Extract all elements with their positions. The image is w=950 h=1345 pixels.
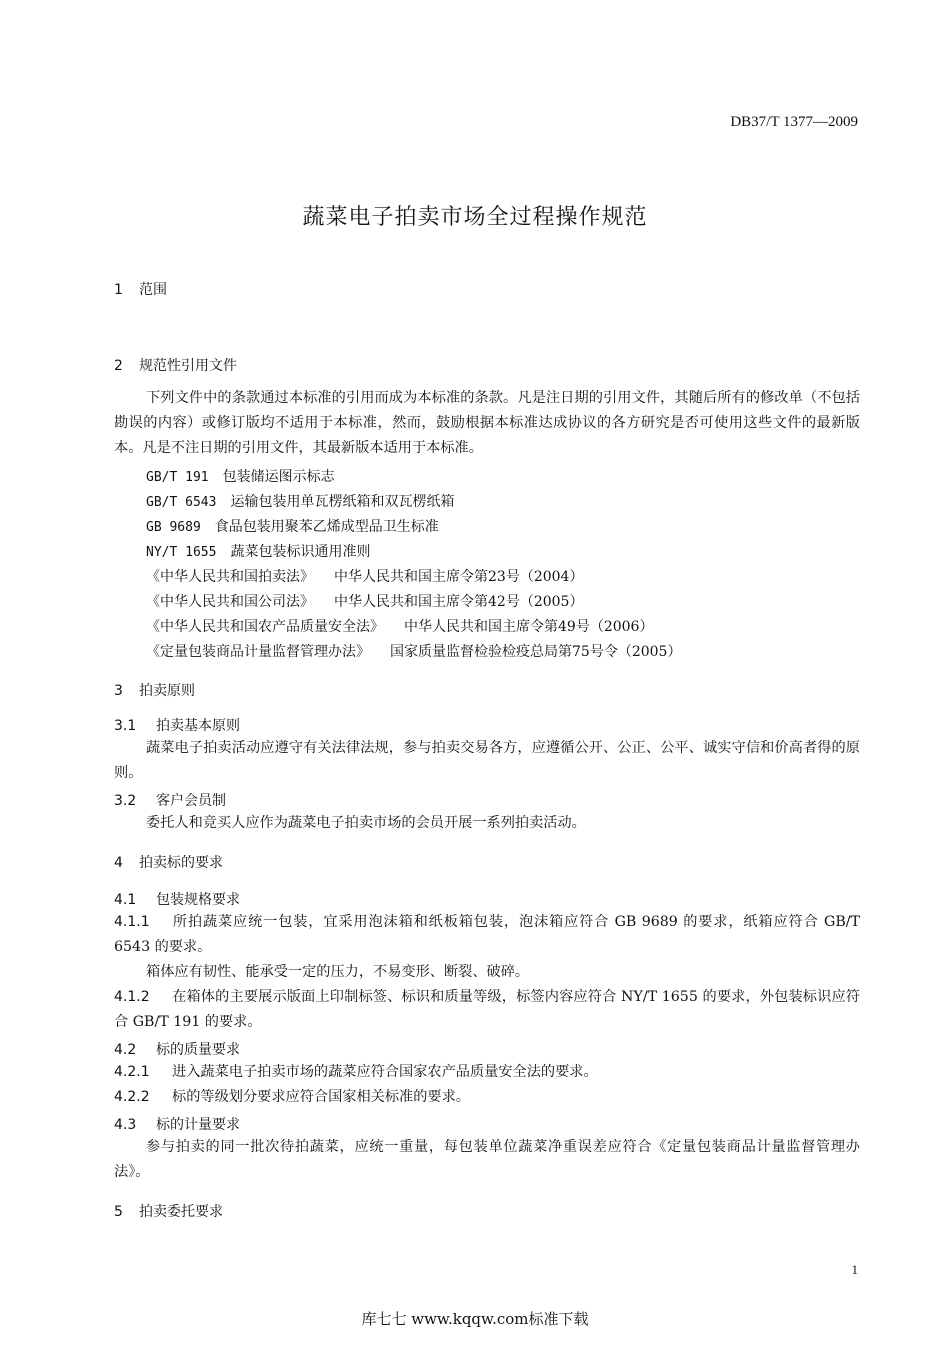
reference-item: 《定量包装商品计量监督管理办法》 国家质量监督检验检疫总局第75号令（2005） — [146, 644, 682, 660]
clause-4-1-1: 4.1.1 所拍蔬菜应统一包装，宜采用泡沫箱和纸板箱包装，泡沫箱应符合 GB 9689 的要求，纸箱应符合 GB/T 6543 的要求。 — [114, 914, 860, 955]
clause-4-1-2: 4.1.2 在箱体的主要展示版面上印制标签、标识和质量等级，标签内容应符合 NY/T 1655 的要求，外包装标识应符合 GB/T 191 的要求。 — [114, 989, 860, 1030]
section-4-heading: 4 拍卖标的要求 — [114, 855, 223, 871]
page-number: 1 — [851, 1262, 858, 1277]
section-2-heading: 2 规范性引用文件 — [114, 358, 237, 374]
section-4-3-heading: 4.3 标的计量要求 — [114, 1117, 240, 1133]
document-code: DB37/T 1377—2009 — [730, 114, 858, 130]
reference-item: 《中华人民共和国公司法》 中华人民共和国主席令第42号（2005） — [146, 594, 584, 610]
clause-4-2-2: 4.2.2 标的等级划分要求应符合国家相关标准的要求。 — [114, 1089, 470, 1105]
reference-item: 《中华人民共和国农产品质量安全法》 中华人民共和国主席令第49号（2006） — [146, 619, 654, 635]
clause-4-1-1-continued: 箱体应有韧性、能承受一定的压力，不易变形、断裂、破碎。 — [146, 964, 530, 980]
reference-item: GB/T 191 包装储运图示标志 — [146, 469, 335, 485]
section-3-heading: 3 拍卖原则 — [114, 683, 195, 699]
clause-4-2-1: 4.2.1 进入蔬菜电子拍卖市场的蔬菜应符合国家农产品质量安全法的要求。 — [114, 1064, 598, 1080]
section-3-2-paragraph: 委托人和竞买人应作为蔬菜电子拍卖市场的会员开展一系列拍卖活动。 — [146, 815, 586, 831]
section-3-1-heading: 3.1 拍卖基本原则 — [114, 718, 240, 734]
section-4-1-heading: 4.1 包装规格要求 — [114, 892, 240, 908]
reference-item: GB 9689 食品包装用聚苯乙烯成型品卫生标准 — [146, 519, 439, 535]
section-5-heading: 5 拍卖委托要求 — [114, 1204, 223, 1220]
reference-item: 《中华人民共和国拍卖法》 中华人民共和国主席令第23号（2004） — [146, 569, 584, 585]
section-3-2-heading: 3.2 客户会员制 — [114, 793, 226, 809]
footer-watermark: 库七七 www.kqqw.com标准下载 — [361, 1310, 589, 1328]
reference-item: GB/T 6543 运输包装用单瓦楞纸箱和双瓦楞纸箱 — [146, 494, 455, 510]
section-3-1-paragraph: 蔬菜电子拍卖活动应遵守有关法律法规，参与拍卖交易各方，应遵循公开、公正、公平、诚实守信和价高者得的原则。 — [114, 740, 860, 781]
section-1-heading: 1 范围 — [114, 282, 167, 298]
section-4-2-heading: 4.2 标的质量要求 — [114, 1042, 240, 1058]
document-title: 蔬菜电子拍卖市场全过程操作规范 — [302, 205, 648, 230]
section-2-paragraph: 下列文件中的条款通过本标准的引用而成为本标准的条款。凡是注日期的引用文件，其随后所有的修改单（不包括勘误的内容）或修订版均不适用于本标准，然而，鼓励根据本标准达成协议的各方研究是否可使用这些文件的最新版本。凡是不注日期的引用文件，其最新版本适用于本标准。 — [114, 390, 860, 456]
reference-item: NY/T 1655 蔬菜包装标识通用准则 — [146, 544, 371, 560]
section-4-3-paragraph: 参与拍卖的同一批次待拍蔬菜，应统一重量，每包装单位蔬菜净重误差应符合《定量包装商品计量监督管理办法》。 — [114, 1139, 860, 1180]
